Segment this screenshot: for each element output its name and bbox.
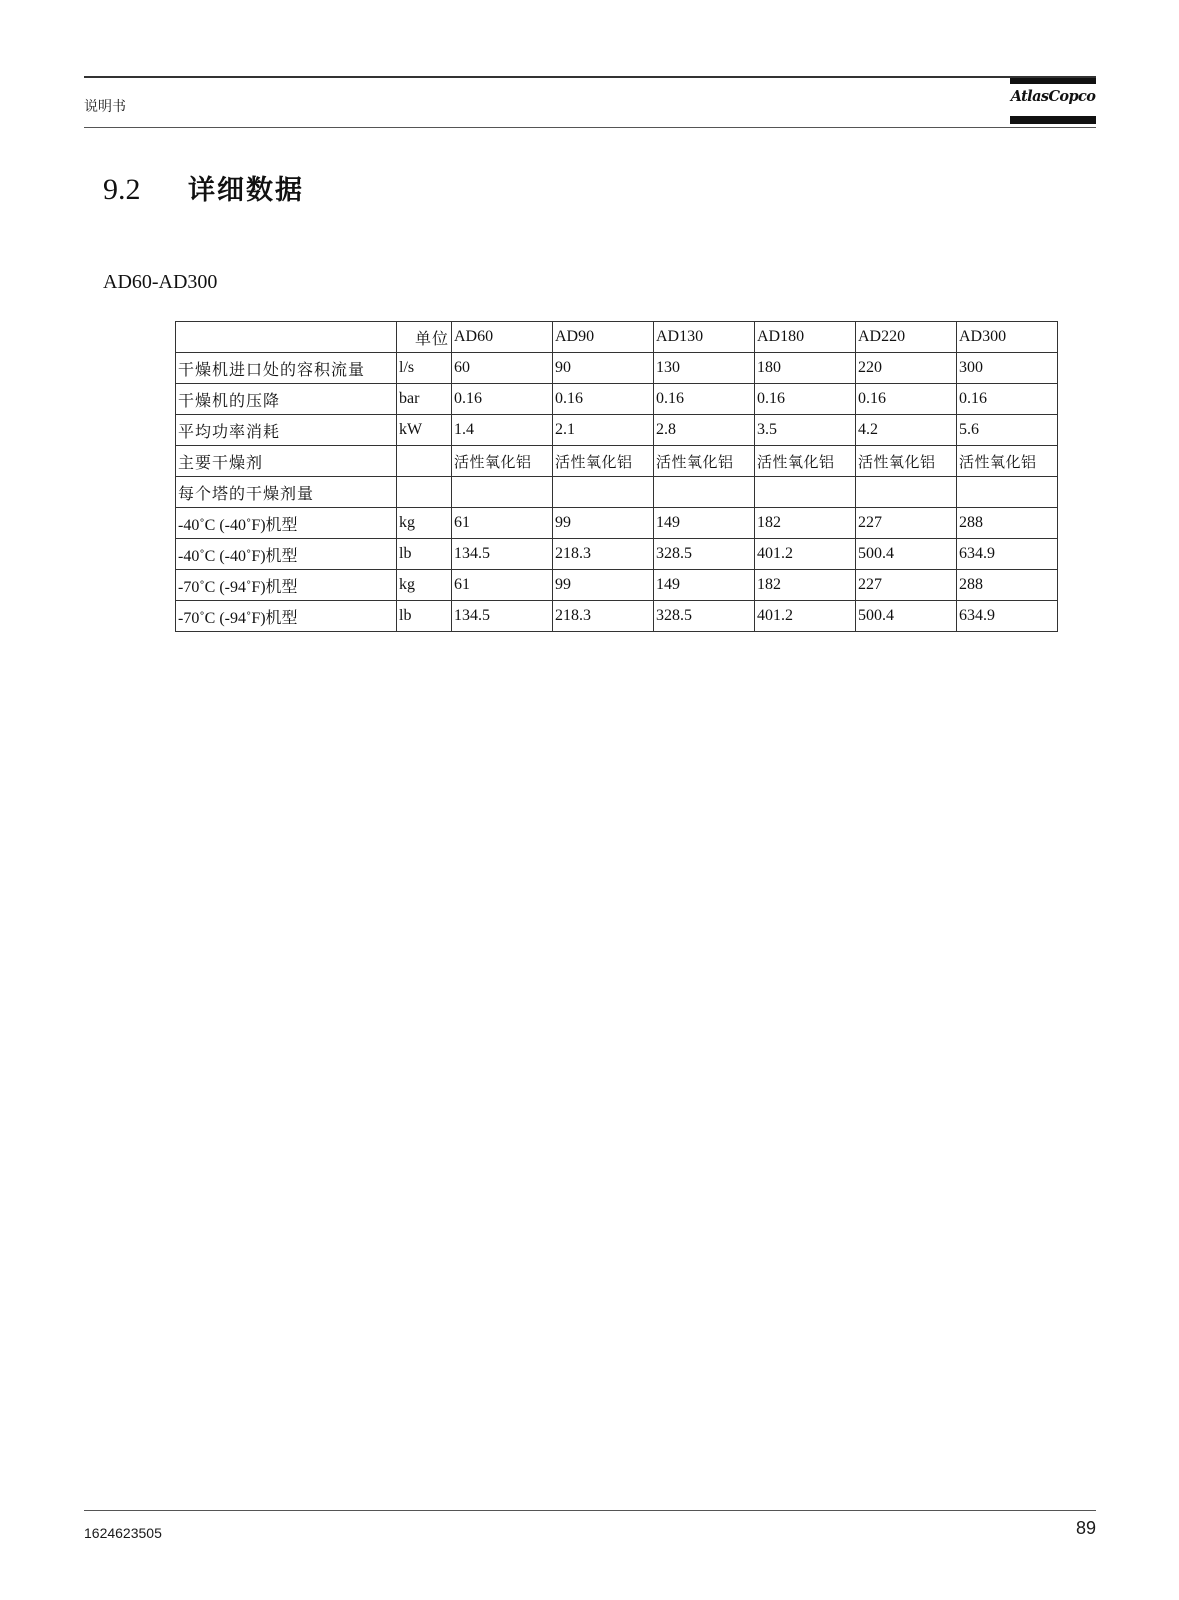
table-cell: 182 — [755, 570, 856, 601]
table-row — [176, 477, 1058, 508]
document-type-label: 说明书 — [84, 99, 126, 115]
table-cell: 活性氧化铝 — [452, 446, 553, 477]
table-cell: 328.5 — [654, 539, 755, 570]
table-cell: 活性氧化铝 — [957, 446, 1058, 477]
table-cell: 99 — [553, 570, 654, 601]
table-cell — [957, 477, 1058, 508]
table-cell: 300 — [957, 353, 1058, 384]
table-cell: 61 — [452, 570, 553, 601]
logo-wordmark: AtlasCopco — [1010, 88, 1096, 105]
table-cell: 130 — [654, 353, 755, 384]
table-cell: 401.2 — [755, 601, 856, 632]
table-cell: 活性氧化铝 — [856, 446, 957, 477]
header-bottom-rule — [84, 127, 1096, 128]
table-cell: 1.4 — [452, 415, 553, 446]
table-cell: 401.2 — [755, 539, 856, 570]
table-cell — [397, 446, 452, 477]
table-cell: 0.16 — [856, 384, 957, 415]
table-row — [176, 601, 1058, 632]
table-cell: lb — [397, 539, 452, 570]
table-cell — [856, 477, 957, 508]
table-cell: 134.5 — [452, 601, 553, 632]
table-cell: -70˚C (-94˚F)机型 — [176, 601, 397, 632]
table-cell: 3.5 — [755, 415, 856, 446]
table-cell: 61 — [452, 508, 553, 539]
table-cell: 99 — [553, 508, 654, 539]
table-cell: 227 — [856, 508, 957, 539]
section-title: 详细数据 — [188, 175, 304, 206]
table-cell — [452, 477, 553, 508]
table-cell: 0.16 — [654, 384, 755, 415]
table-cell: 活性氧化铝 — [553, 446, 654, 477]
table-cell — [654, 477, 755, 508]
table-cell: kg — [397, 508, 452, 539]
table-cell: 干燥机的压降 — [176, 384, 397, 415]
table-cell: kW — [397, 415, 452, 446]
table-header-cell: AD180 — [755, 322, 856, 353]
table-header-cell: AD300 — [957, 322, 1058, 353]
table-cell: 149 — [654, 508, 755, 539]
table-cell: 634.9 — [957, 539, 1058, 570]
table-cell — [397, 477, 452, 508]
table-cell: 0.16 — [553, 384, 654, 415]
page-number: 89 — [1075, 1518, 1096, 1538]
table-header-cell: AD60 — [452, 322, 553, 353]
table-cell: 227 — [856, 570, 957, 601]
table-cell: 活性氧化铝 — [755, 446, 856, 477]
table-cell: 288 — [957, 508, 1058, 539]
table-header-cell — [176, 322, 397, 353]
table-cell: 149 — [654, 570, 755, 601]
table-cell: 218.3 — [553, 539, 654, 570]
table-cell: 288 — [957, 570, 1058, 601]
table-cell: 0.16 — [957, 384, 1058, 415]
header-top-rule — [84, 76, 1096, 78]
table-header-cell: AD90 — [553, 322, 654, 353]
table-cell: 5.6 — [957, 415, 1058, 446]
table-cell: 活性氧化铝 — [654, 446, 755, 477]
section-number: 9.2 — [103, 173, 141, 206]
table-cell: 每个塔的干燥剂量 — [176, 477, 397, 508]
table-row — [176, 508, 1058, 539]
table-cell: 134.5 — [452, 539, 553, 570]
logo-top-bar — [1010, 78, 1096, 84]
table-cell: 干燥机进口处的容积流量 — [176, 353, 397, 384]
table-cell: 328.5 — [654, 601, 755, 632]
table-cell — [755, 477, 856, 508]
table-cell: l/s — [397, 353, 452, 384]
table-cell: 220 — [856, 353, 957, 384]
document-number: 1624623505 — [84, 1525, 162, 1541]
table-cell: bar — [397, 384, 452, 415]
table-header-cell: 单位 — [397, 322, 452, 353]
table-cell: 主要干燥剂 — [176, 446, 397, 477]
section-heading — [103, 168, 304, 207]
table-cell: -40˚C (-40˚F)机型 — [176, 539, 397, 570]
logo-bottom-bar — [1010, 116, 1096, 124]
table-cell: -40˚C (-40˚F)机型 — [176, 508, 397, 539]
table-cell: 500.4 — [856, 601, 957, 632]
model-range-heading: AD60-AD300 — [103, 271, 218, 293]
table-header-row — [176, 322, 1058, 353]
table-cell: lb — [397, 601, 452, 632]
table-cell: 60 — [452, 353, 553, 384]
footer-rule — [84, 1510, 1096, 1511]
table-cell: 0.16 — [452, 384, 553, 415]
table-cell: 4.2 — [856, 415, 957, 446]
table-cell: 2.8 — [654, 415, 755, 446]
table-row — [176, 446, 1058, 477]
table-row — [176, 570, 1058, 601]
atlas-copco-logo — [1010, 78, 1096, 126]
table-cell: 500.4 — [856, 539, 957, 570]
table-cell: 634.9 — [957, 601, 1058, 632]
table-cell: -70˚C (-94˚F)机型 — [176, 570, 397, 601]
table-row — [176, 539, 1058, 570]
table-cell: 2.1 — [553, 415, 654, 446]
table-cell: kg — [397, 570, 452, 601]
technical-data-table — [175, 321, 1058, 632]
table-cell: 218.3 — [553, 601, 654, 632]
table-cell: 平均功率消耗 — [176, 415, 397, 446]
table-header-cell: AD220 — [856, 322, 957, 353]
table-cell: 180 — [755, 353, 856, 384]
table-cell: 90 — [553, 353, 654, 384]
table-header-cell: AD130 — [654, 322, 755, 353]
table-row — [176, 384, 1058, 415]
table-cell: 0.16 — [755, 384, 856, 415]
table-cell — [553, 477, 654, 508]
table-cell: 182 — [755, 508, 856, 539]
table-row — [176, 353, 1058, 384]
table-row — [176, 415, 1058, 446]
